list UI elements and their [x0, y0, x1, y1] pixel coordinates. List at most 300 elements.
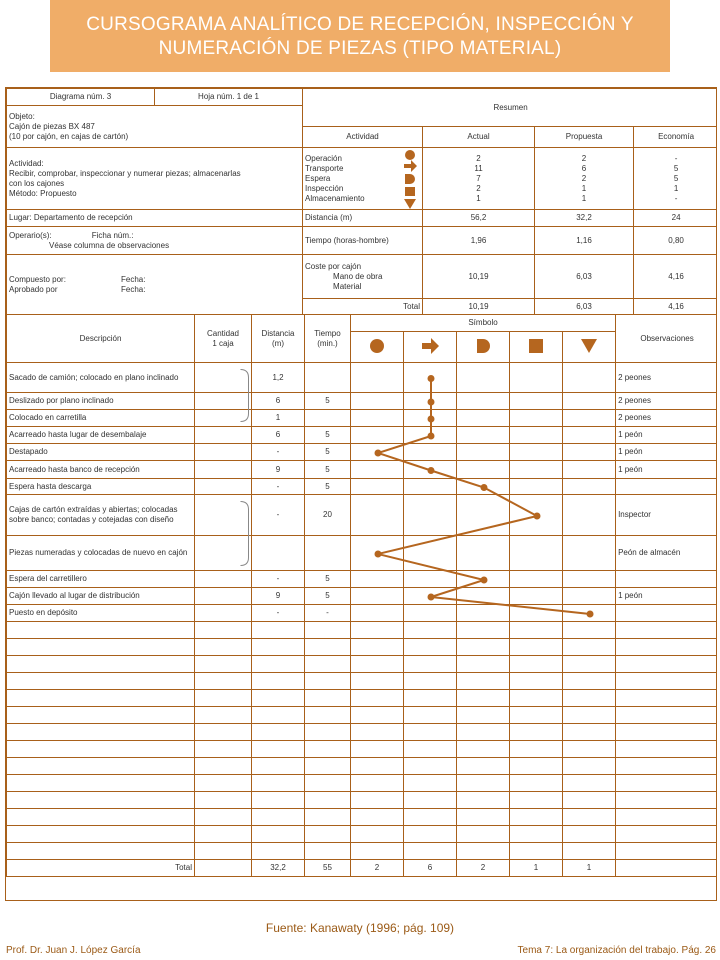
empty-cell [510, 775, 563, 792]
step-description: Cajón llevado al lugar de distribución [7, 588, 195, 605]
cost-total-actual: 10,19 [423, 299, 535, 315]
cost-total-label: Total [303, 299, 423, 315]
step-distance: - [252, 495, 305, 536]
empty-cell [305, 843, 351, 860]
summary-actual-3: 2 [476, 183, 481, 193]
empty-cell [351, 741, 404, 758]
empty-cell [7, 724, 195, 741]
step-symbol-cell [351, 605, 404, 622]
empty-cell [252, 724, 305, 741]
total-time: 55 [305, 860, 351, 877]
step-distance: 9 [252, 588, 305, 605]
summary-propuesta-3: 1 [581, 183, 587, 193]
empty-cell [7, 809, 195, 826]
summary-economia-4: - [674, 193, 678, 203]
empty-cell [457, 690, 510, 707]
step-symbol-cell [404, 536, 457, 571]
empty-cell [195, 656, 252, 673]
empty-row [7, 843, 718, 860]
empty-cell [616, 758, 717, 775]
step-observation [616, 479, 717, 495]
empty-cell [7, 741, 195, 758]
footer-author: Prof. Dr. Juan J. López García [6, 945, 141, 956]
empty-cell [563, 741, 616, 758]
empty-cell [195, 792, 252, 809]
empty-cell [510, 741, 563, 758]
symbol-col-storage [563, 332, 616, 363]
empty-cell [404, 707, 457, 724]
step-quantity [195, 427, 252, 444]
step-symbol-cell [563, 444, 616, 461]
step-description: Colocado en carretilla [7, 410, 195, 427]
step-symbol-cell [457, 605, 510, 622]
step-distance: - [252, 444, 305, 461]
step-symbol-cell [457, 363, 510, 393]
empty-cell [252, 809, 305, 826]
step-symbol-cell [457, 588, 510, 605]
summary-savings-values [634, 148, 717, 210]
step-description: Acarreado hasta lugar de desembalaje [7, 427, 195, 444]
step-symbol-cell [457, 410, 510, 427]
empty-cell [7, 656, 195, 673]
empty-cell [510, 707, 563, 724]
step-symbol-cell [510, 571, 563, 588]
empty-cell [457, 809, 510, 826]
empty-cell [7, 639, 195, 656]
empty-cell [305, 622, 351, 639]
step-observation: Peón de almacén [616, 536, 717, 571]
symbol-col-delay [457, 332, 510, 363]
empty-cell [563, 826, 616, 843]
step-symbol-cell [404, 444, 457, 461]
empty-cell [195, 826, 252, 843]
step-description: Puesto en depósito [7, 605, 195, 622]
step-symbol-cell [404, 571, 457, 588]
table-row [7, 588, 718, 605]
step-symbol-cell [510, 588, 563, 605]
step-symbol-cell [457, 536, 510, 571]
empty-cell [195, 843, 252, 860]
step-quantity [195, 461, 252, 479]
step-symbol-cell [510, 393, 563, 410]
storage-triangle-icon [581, 339, 597, 353]
empty-cell [510, 622, 563, 639]
empty-cell [563, 622, 616, 639]
step-symbol-cell [351, 479, 404, 495]
empty-cell [305, 639, 351, 656]
symbol-col-transport [404, 332, 457, 363]
step-symbol-cell [563, 479, 616, 495]
step-quantity [195, 479, 252, 495]
step-time: 5 [305, 444, 351, 461]
empty-cell [510, 656, 563, 673]
cost-actual: 10,19 [423, 255, 535, 299]
empty-cell [305, 809, 351, 826]
step-symbol-cell [510, 605, 563, 622]
empty-cell [351, 656, 404, 673]
operation-circle-icon [405, 150, 415, 160]
time-actual: 1,96 [423, 227, 535, 255]
summary-activity-1: Transporte [305, 163, 344, 173]
empty-cell [305, 690, 351, 707]
empty-cell [616, 741, 717, 758]
empty-cell [305, 707, 351, 724]
empty-row [7, 826, 718, 843]
empty-cell [457, 792, 510, 809]
step-symbol-cell [563, 410, 616, 427]
step-observation [616, 605, 717, 622]
total-observation [616, 860, 717, 877]
empty-cell [7, 690, 195, 707]
step-symbol-cell [563, 363, 616, 393]
empty-cell [7, 758, 195, 775]
empty-cell [305, 775, 351, 792]
empty-cell [195, 622, 252, 639]
step-symbol-cell [457, 444, 510, 461]
step-symbol-cell [457, 427, 510, 444]
step-symbol-cell [457, 461, 510, 479]
summary-economia-0: - [674, 153, 678, 163]
step-symbol-cell [404, 410, 457, 427]
step-symbol-cell [404, 461, 457, 479]
empty-cell [510, 809, 563, 826]
step-time [305, 410, 351, 427]
empty-cell [195, 673, 252, 690]
empty-cell [563, 775, 616, 792]
step-symbol-cell [457, 495, 510, 536]
step-time: 5 [305, 461, 351, 479]
table-row [7, 410, 718, 427]
empty-cell [616, 690, 717, 707]
step-symbol-cell [404, 427, 457, 444]
empty-cell [195, 707, 252, 724]
step-symbol-cell [351, 393, 404, 410]
empty-cell [616, 639, 717, 656]
step-symbol-cell [404, 605, 457, 622]
empty-cell [457, 826, 510, 843]
step-quantity [195, 444, 252, 461]
step-symbol-cell [404, 393, 457, 410]
empty-cell [195, 724, 252, 741]
empty-cell [305, 826, 351, 843]
empty-cell [7, 622, 195, 639]
step-quantity [195, 495, 252, 536]
step-symbol-cell [510, 495, 563, 536]
table-row [7, 393, 718, 410]
step-quantity [195, 536, 252, 571]
step-time: 5 [305, 588, 351, 605]
summary-activity-header: Actividad [303, 127, 423, 148]
empty-cell [195, 741, 252, 758]
empty-row [7, 775, 718, 792]
empty-cell [563, 656, 616, 673]
step-distance: - [252, 605, 305, 622]
distance-header: Distancia (m) [252, 315, 305, 363]
empty-cell [404, 724, 457, 741]
summary-title: Resumen [303, 89, 717, 127]
symbol-col-inspection [510, 332, 563, 363]
step-symbol-cell [563, 571, 616, 588]
empty-cell [457, 656, 510, 673]
empty-cell [351, 724, 404, 741]
sheet-number: Hoja núm. 1 de 1 [155, 89, 303, 106]
empty-row [7, 622, 718, 639]
empty-cell [510, 673, 563, 690]
description-header: Descripción [7, 315, 195, 363]
delay-d-icon [405, 174, 415, 184]
total-label: Total [7, 860, 195, 877]
step-description: Piezas numeradas y colocadas de nuevo en cajón [7, 536, 195, 571]
empty-cell [563, 792, 616, 809]
step-symbol-cell [563, 461, 616, 479]
time-header: Tiempo (min.) [305, 315, 351, 363]
empty-cell [457, 724, 510, 741]
empty-cell [252, 741, 305, 758]
step-observation: 2 peones [616, 410, 717, 427]
step-distance: - [252, 479, 305, 495]
empty-cell [195, 639, 252, 656]
empty-cell [563, 843, 616, 860]
step-quantity [195, 363, 252, 393]
step-symbol-cell [563, 495, 616, 536]
empty-row [7, 707, 718, 724]
step-quantity [195, 571, 252, 588]
activity-cell: Actividad: Recibir, comprobar, inspeccionar y numerar piezas; almacenarlas con los cajones Método: Propuesto [7, 148, 303, 210]
summary-proposed-header: Propuesta [535, 127, 634, 148]
empty-cell [404, 809, 457, 826]
empty-cell [616, 673, 717, 690]
empty-cell [404, 741, 457, 758]
empty-row [7, 741, 718, 758]
empty-cell [404, 639, 457, 656]
total-distance: 32,2 [252, 860, 305, 877]
empty-cell [351, 690, 404, 707]
storage-triangle-icon [404, 199, 416, 209]
step-time [305, 363, 351, 393]
step-symbol-cell [351, 444, 404, 461]
object-cell: Objeto: Cajón de piezas BX 487 (10 por cajón, en cajas de cartón) [7, 106, 303, 148]
diagram-number: Diagrama núm. 3 [7, 89, 155, 106]
cost-savings: 4,16 [634, 255, 717, 299]
source-note: Fuente: Kanawaty (1996; pág. 109) [265, 921, 455, 935]
empty-cell [404, 826, 457, 843]
symbol-header: Símbolo [351, 315, 616, 332]
empty-cell [457, 758, 510, 775]
empty-row [7, 809, 718, 826]
empty-cell [252, 758, 305, 775]
cost-total-savings: 4,16 [634, 299, 717, 315]
step-observation: 1 peón [616, 588, 717, 605]
step-quantity [195, 588, 252, 605]
empty-cell [351, 673, 404, 690]
empty-cell [404, 758, 457, 775]
step-symbol-cell [510, 363, 563, 393]
delay-d-icon [477, 339, 490, 353]
empty-cell [616, 707, 717, 724]
empty-cell [252, 690, 305, 707]
empty-cell [616, 622, 717, 639]
step-symbol-cell [351, 588, 404, 605]
step-quantity [195, 410, 252, 427]
empty-cell [616, 843, 717, 860]
step-symbol-cell [404, 479, 457, 495]
empty-cell [510, 639, 563, 656]
step-observation: 2 peones [616, 393, 717, 410]
time-label: Tiempo (horas-hombre) [303, 227, 423, 255]
step-symbol-cell [563, 605, 616, 622]
empty-cell [616, 826, 717, 843]
summary-economia-3: 1 [673, 183, 679, 193]
table-row [7, 495, 718, 536]
step-time: 5 [305, 479, 351, 495]
empty-cell [457, 639, 510, 656]
empty-cell [351, 758, 404, 775]
step-quantity [195, 605, 252, 622]
step-distance: 9 [252, 461, 305, 479]
step-symbol-cell [351, 571, 404, 588]
total-symbol-4: 1 [563, 860, 616, 877]
total-symbol-2: 2 [457, 860, 510, 877]
summary-actual-1: 11 [474, 163, 483, 173]
empty-cell [563, 758, 616, 775]
summary-actual-2: 7 [476, 173, 481, 183]
table-row [7, 363, 718, 393]
cost-total-proposed: 6,03 [535, 299, 634, 315]
observations-header: Observaciones [616, 315, 717, 363]
table-row [7, 444, 718, 461]
step-description: Sacado de camión; colocado en plano inclinado [7, 363, 195, 393]
empty-cell [252, 622, 305, 639]
table-row [7, 536, 718, 571]
empty-cell [616, 792, 717, 809]
step-distance: 6 [252, 427, 305, 444]
step-observation: 1 peón [616, 444, 717, 461]
step-symbol-cell [457, 479, 510, 495]
step-symbol-cell [351, 363, 404, 393]
empty-cell [616, 724, 717, 741]
summary-actual-header: Actual [423, 127, 535, 148]
empty-cell [7, 673, 195, 690]
step-description: Espera del carretillero [7, 571, 195, 588]
empty-cell [616, 775, 717, 792]
process-chart-sheet [5, 87, 717, 901]
empty-cell [457, 741, 510, 758]
operators-cell: Operario(s): Ficha núm.: Véase columna de observaciones [7, 227, 303, 255]
table-row [7, 571, 718, 588]
empty-row [7, 639, 718, 656]
empty-cell [7, 707, 195, 724]
empty-cell [404, 690, 457, 707]
table-row [7, 427, 718, 444]
empty-cell [351, 843, 404, 860]
empty-cell [195, 758, 252, 775]
total-quantity [195, 860, 252, 877]
table-row [7, 479, 718, 495]
step-symbol-cell [351, 427, 404, 444]
empty-cell [457, 707, 510, 724]
empty-cell [7, 826, 195, 843]
cost-label: Coste por cajón Mano de obra Material [303, 255, 423, 299]
summary-proposed-values [535, 148, 634, 210]
total-symbol-0: 2 [351, 860, 404, 877]
title-banner [50, 0, 670, 72]
time-savings: 0,80 [634, 227, 717, 255]
empty-row [7, 673, 718, 690]
step-distance: - [252, 571, 305, 588]
empty-cell [252, 843, 305, 860]
summary-activity-0: Operación [305, 153, 342, 163]
empty-cell [195, 809, 252, 826]
inspection-square-icon [405, 187, 415, 196]
empty-cell [305, 741, 351, 758]
summary-economia-1: 5 [673, 163, 679, 173]
empty-cell [510, 843, 563, 860]
empty-cell [510, 690, 563, 707]
summary-propuesta-0: 2 [581, 153, 587, 163]
empty-cell [195, 690, 252, 707]
process-chart-table [6, 88, 717, 315]
empty-cell [404, 843, 457, 860]
step-observation [616, 571, 717, 588]
empty-cell [563, 690, 616, 707]
step-symbol-cell [351, 495, 404, 536]
step-observation: 1 peón [616, 427, 717, 444]
empty-cell [252, 707, 305, 724]
step-symbol-cell [563, 427, 616, 444]
empty-row [7, 792, 718, 809]
inspection-square-icon [529, 339, 543, 353]
step-distance: 1 [252, 410, 305, 427]
summary-economia-2: 5 [673, 173, 679, 183]
step-distance [252, 536, 305, 571]
empty-cell [351, 826, 404, 843]
distance-proposed: 32,2 [535, 210, 634, 227]
step-symbol-cell [457, 571, 510, 588]
summary-propuesta-4: 1 [581, 193, 587, 203]
empty-cell [7, 792, 195, 809]
step-time: 5 [305, 571, 351, 588]
step-description: Deslizado por plano inclinado [7, 393, 195, 410]
empty-cell [252, 826, 305, 843]
empty-cell [563, 707, 616, 724]
approval-cell: Compuesto por: Fecha: Aprobado por Fecha: [7, 255, 303, 315]
summary-propuesta-2: 2 [581, 173, 587, 183]
empty-cell [305, 758, 351, 775]
total-symbol-3: 1 [510, 860, 563, 877]
empty-cell [305, 656, 351, 673]
empty-cell [252, 673, 305, 690]
step-time: 20 [305, 495, 351, 536]
step-symbol-cell [351, 461, 404, 479]
empty-cell [305, 724, 351, 741]
summary-activity-4: Almacenamiento [305, 193, 365, 203]
step-time [305, 536, 351, 571]
empty-row [7, 724, 718, 741]
empty-cell [351, 775, 404, 792]
empty-cell [510, 792, 563, 809]
step-time: 5 [305, 393, 351, 410]
empty-cell [351, 809, 404, 826]
location-cell: Lugar: Departamento de recepción [7, 210, 303, 227]
summary-actual-4: 1 [476, 193, 481, 203]
step-symbol-cell [510, 427, 563, 444]
step-observation: 2 peones [616, 363, 717, 393]
table-row [7, 461, 718, 479]
step-observation: 1 peón [616, 461, 717, 479]
empty-cell [404, 622, 457, 639]
symbol-col-operation [351, 332, 404, 363]
step-quantity [195, 393, 252, 410]
